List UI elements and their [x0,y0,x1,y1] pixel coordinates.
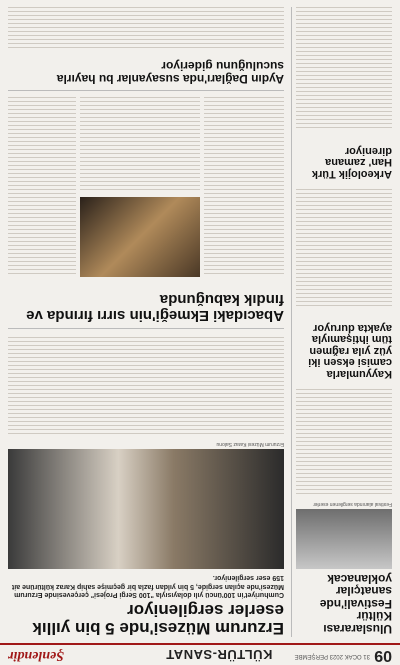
arkeo-headline: Arkeolojik Türk Han' zamana direniyor [311,144,392,180]
section-divider-2 [8,90,284,91]
ekmek-photo [80,197,200,277]
aydin-article [8,60,284,85]
muze-headline: Erzurum Müzesi'nde 5 bin yıllık eserler sergileniyor [32,601,284,638]
ekmek-body-text-right [8,97,76,277]
festival-article [296,562,392,635]
festival-headline: Uluslararası Kültür Festivali'nde sanatçılar yoklanacak [319,571,392,636]
kayyum-body-text [296,189,392,309]
festival-photo-caption: Festival alanında sergilenen eserler [313,501,392,507]
muze-photo-caption: Erzurum Müzesi Karaz Salonu [216,441,284,447]
newspaper-logo: Şenlendir [8,648,65,663]
aydin-body-text [8,7,284,51]
page-number: 09 [374,647,392,664]
arkeo-body-text [296,7,392,131]
section-title: KÜLTÜR-SANAT [165,647,273,663]
muze-photo [8,449,284,569]
kayyum-headline: Kayyumlarla camisi eksen iki yüz yıla rağmen tüm ihtişamıyla ayakta duruyor [308,321,392,380]
ekmek-headline: Abacıdaki Ekmeği'nin sırrı fırında ve fındık kabuğunda [26,291,284,324]
ekmek-body-text-under [80,97,200,193]
muze-spot: Cumhuriyet'in 100'üncü yılı dolayısıyla "100 Sergi Projesi" çerçevesinde Erzurum Müzesi'nde açılan sergide, 5 bin yıldan fazla bir geçmişe sahip Karaz kültürüne ait 159 eser sergileniyor. [11,573,284,599]
column-divider [291,7,292,637]
section-divider [8,328,284,329]
arkeo-article [296,144,392,179]
kayyum-article [296,321,392,379]
muze-body-text [8,335,284,437]
festival-body-text [296,389,392,497]
muze-article [8,572,284,637]
aydin-headline: Aydın Dağları'nda susayanlar bu hayırla suculuğunu gideriyor [56,59,284,86]
ekmek-article [8,292,284,324]
ekmek-body-text-left [204,97,284,277]
festival-photo [296,509,392,569]
issue-date: 31 OCAK 2023 PERŞEMBE [294,653,370,659]
